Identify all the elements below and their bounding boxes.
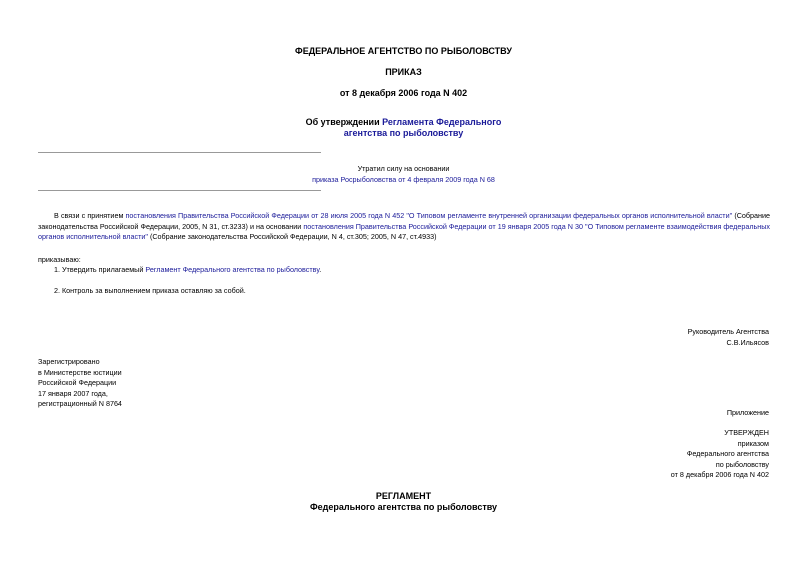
preamble-text-b: (Собрание законодательства Российской Федерации, 2005, N 31, ст.3233) и на основании — [38, 211, 770, 231]
registration-line: Зарегистрировано — [38, 357, 100, 366]
order-word: приказываю: — [38, 255, 81, 264]
doc-date-number: от 8 декабря 2006 года N 402 — [339, 88, 468, 98]
regulation-link-title[interactable]: Регламента Федерального — [382, 117, 502, 127]
approval-line: приказом — [737, 438, 769, 448]
approval-line: Федерального агентства — [686, 449, 769, 459]
appendix-label: Приложение — [726, 408, 769, 417]
order-item-1 — [54, 265, 321, 276]
approval-block — [560, 428, 769, 481]
decree-30-link[interactable]: постановления Правительства Российской Федерации от 19 января 2005 года N 30 "О Типовом регламенте взаимодействия федеральных органов исполнительной власти" — [38, 221, 770, 242]
status-note: Утратил силу на основании — [357, 164, 450, 173]
registration-line: 17 января 2007 года, — [38, 388, 108, 398]
signer-position: Руководитель Агентства — [687, 327, 769, 336]
approval-line: от 8 декабря 2006 года N 402 — [670, 470, 769, 480]
order-item-1-text: 1. Утвердить прилагаемый — [54, 265, 146, 274]
agency-name: ФЕДЕРАЛЬНОЕ АГЕНТСТВО ПО РЫБОЛОВСТВУ — [295, 46, 512, 56]
regulation-link-item[interactable]: Регламент Федерального агентства по рыболовству — [145, 265, 320, 274]
separator-bottom — [38, 190, 321, 191]
doc-title-prefix: Об утверждении — [305, 117, 383, 127]
regulation-subtitle: Федерального агентства по рыболовству — [309, 502, 498, 512]
registration-block — [38, 357, 122, 410]
order-item-2: 2. Контроль за выполнением приказа оставляю за собой. — [54, 286, 246, 295]
regulation-link-title-line2[interactable]: агентства по рыболовству — [343, 128, 464, 138]
registration-line: регистрационный N 8764 — [38, 399, 122, 409]
preamble-text-a: В связи с принятием — [54, 211, 126, 220]
preamble-text-c: (Собрание законодательства Российской Федерации, N 4, ст.305; 2005, N 47, ст.4933) — [147, 232, 437, 242]
registration-line: Российской Федерации — [38, 378, 117, 388]
decree-452-link[interactable]: постановления Правительства Российской Федерации от 28 июля 2005 года N 452 "О Типовом регламенте внутренней организации федеральных органов исполнительной власти" — [125, 211, 733, 220]
registration-line: в Министерстве юстиции — [38, 367, 122, 377]
signer-name: С.В.Ильясов — [726, 338, 769, 347]
regulation-title: РЕГЛАМЕНТ — [375, 491, 432, 501]
approval-line: по рыболовству — [715, 459, 769, 469]
repeal-order-link[interactable]: приказа Росрыболовства от 4 февраля 2009 года N 68 — [312, 175, 495, 184]
order-item-1-end: . — [319, 265, 322, 274]
preamble-paragraph — [38, 211, 770, 243]
separator-top — [38, 152, 321, 153]
doc-type: ПРИКАЗ — [385, 67, 422, 77]
approval-line: УТВЕРЖДЕН — [724, 428, 769, 437]
